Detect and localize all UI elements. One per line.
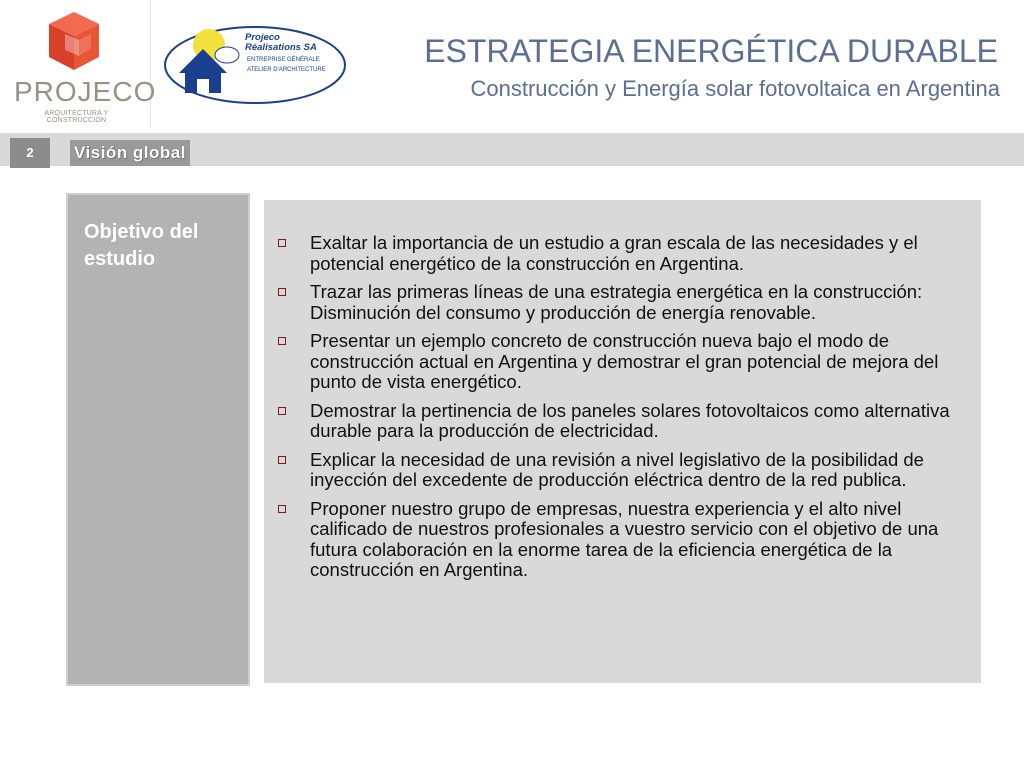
side-label: Objetivo del estudio — [84, 221, 199, 270]
list-item-text: Explicar la necesidad de una revisión a nivel legislativo de la posibilidad de inyección del excedente de producción eléctrica dentro de la red publica. — [310, 448, 924, 490]
list-item — [274, 450, 970, 491]
partner-title — [245, 33, 317, 53]
bullet-square-icon — [278, 337, 286, 345]
list-item — [274, 499, 970, 581]
bullet-list — [274, 233, 970, 589]
bullet-square-icon — [278, 407, 286, 415]
page-title: ESTRATEGIA ENERGÉTICA DURABLE — [424, 33, 998, 69]
bullet-square-icon — [278, 456, 286, 464]
list-item-text: Demostrar la pertinencia de los paneles solares fotovoltaicos como alternativa durable para la producción de electricidad. — [310, 399, 950, 441]
page-subtitle: Construcción y Energía solar fotovoltaica en Argentina — [470, 76, 1000, 101]
projeco-logo — [0, 0, 157, 128]
brand-tagline: ARQUITECTURA Y CONSTRUCCION — [44, 110, 109, 124]
cube-logo-icon — [45, 10, 103, 72]
brand-name: PROJECO — [14, 76, 157, 107]
bullet-square-icon — [278, 288, 286, 296]
list-item-text: Exaltar la importancia de un estudio a gran escala de las necesidades y el potencial energético de la construcción en Argentina. — [310, 232, 918, 274]
side-panel — [66, 193, 250, 686]
partner-logo — [163, 25, 347, 105]
list-item — [274, 401, 970, 442]
partner-line2: ATELIER D'ARCHITECTURE — [247, 67, 326, 73]
list-item — [274, 233, 970, 274]
list-item — [274, 282, 970, 323]
bullet-square-icon — [278, 239, 286, 247]
list-item-text: Presentar un ejemplo concreto de construcción nueva bajo el modo de construcción actual en Argentina y demostrar el gran potencial de mejora del punto de vista energético. — [310, 330, 939, 392]
section-title: Visión global — [70, 140, 190, 166]
list-item-text: Proponer nuestro grupo de empresas, nuestra experiencia y el alto nivel calificado de nuestros profesionales a vuestro servicio con el objetivo de una futura colaboración en la enorme tarea de la eficiencia energética de la construcción en Argentina. — [310, 497, 939, 580]
list-item — [274, 331, 970, 393]
content-panel — [264, 200, 981, 683]
bullet-square-icon — [278, 505, 286, 513]
list-item-text: Trazar las primeras líneas de una estrategia energética en la construcción: Disminución del consumo y producción de energía renovable. — [310, 281, 923, 323]
partner-line1: ENTREPRISE GÉNÉRALE — [247, 57, 320, 63]
slide-number: 2 — [10, 138, 50, 168]
partner-title-line2: Réalisations SA — [245, 42, 317, 53]
partner-title-line1: Projeco — [245, 32, 280, 43]
